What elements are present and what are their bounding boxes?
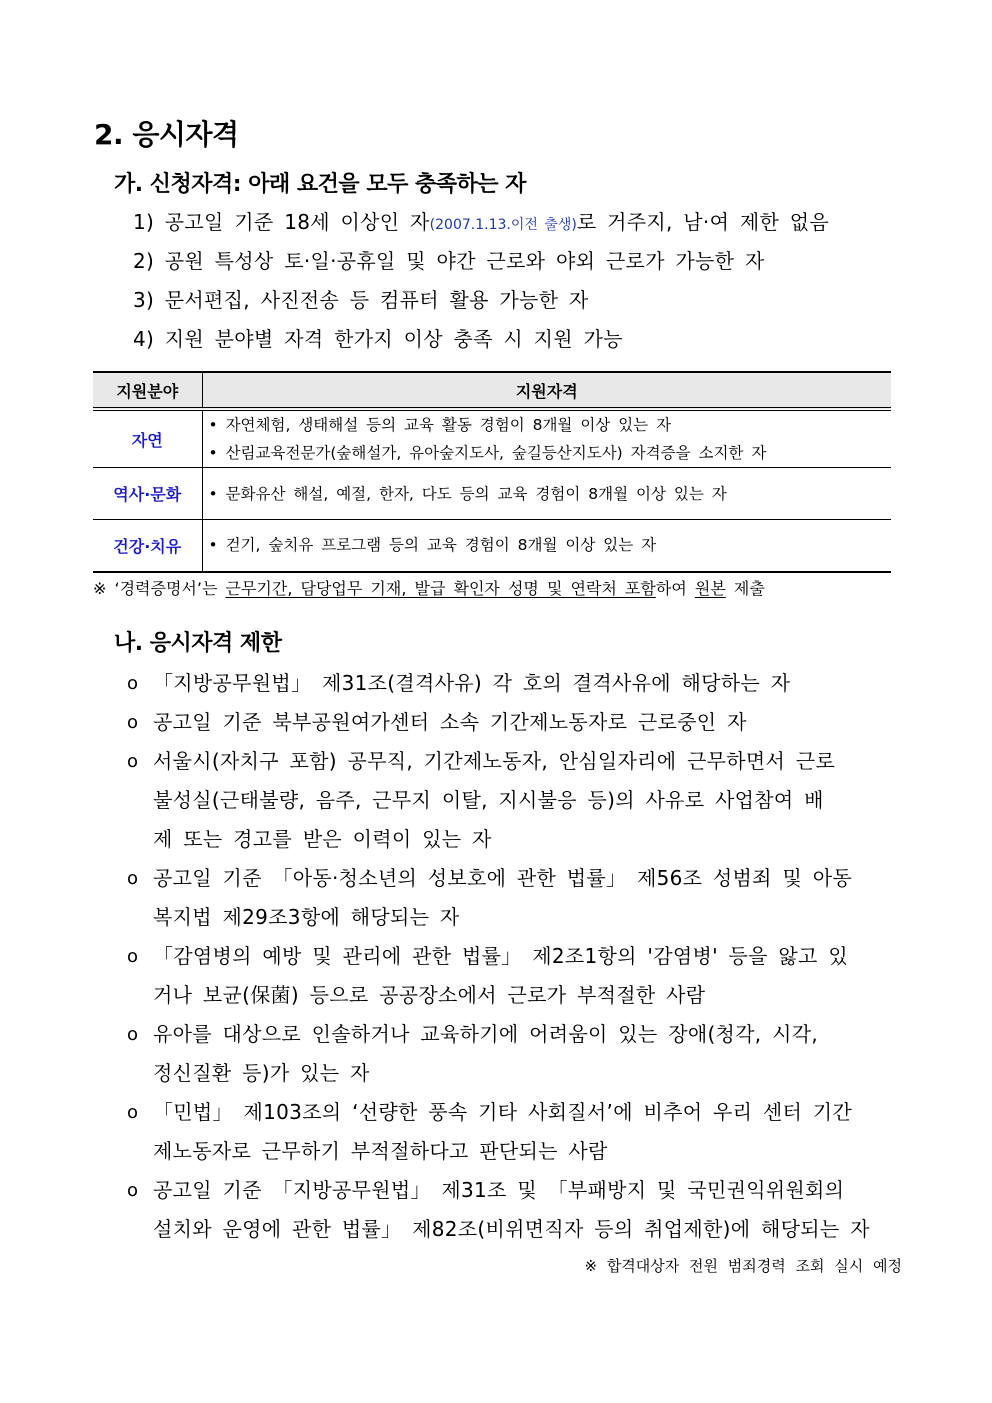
circle-bullet-icon: o [127,1024,139,1045]
qualification-table [93,371,891,573]
restriction-item [127,1171,907,1249]
restriction-line: 복지법 제29조3항에 해당되는 자 [153,905,460,929]
restriction-line: 유아를 대상으로 인솔하거나 교육하기에 어려움이 있는 장애(청각, 시각, [153,1022,818,1046]
subsection-b-title: 나. 응시자격 제한 [114,631,282,656]
restriction-line: 거나 보균(保菌) 등으로 공공장소에서 근로가 부적절한 사람 [153,983,706,1007]
header-field: 지원분야 [93,372,202,409]
circle-bullet-icon: o [127,673,139,694]
note-underlined-2: 원본 [694,579,726,598]
background-check-footnote: ※ 합격대상자 전원 범죄경력 조회 실시 예정 [584,1257,902,1275]
requirement-text: 3) 문서편집, 사진전송 등 컴퓨터 활용 가능한 자 [133,288,589,312]
circle-bullet-icon: o [127,751,139,772]
restriction-line: 제노동자로 근무하기 부적절하다고 판단되는 사람 [153,1139,608,1163]
table-row [93,520,891,572]
qualification-line: • 문화유산 해설, 예절, 한자, 다도 등의 교육 경험이 8개월 이상 있는 자 [208,484,727,503]
note-lead: ※ ‘경력증명서’는 [93,579,226,598]
restriction-line: 설치와 운영에 관한 법률」 제82조(비위면직자 등의 취업제한)에 해당되는 자 [153,1217,870,1241]
requirement-item [133,242,908,281]
qualification-line: • 걷기, 숲치유 프로그램 등의 교육 경험이 8개월 이상 있는 자 [208,536,657,555]
qualification-line: • 자연체험, 생태해설 등의 교육 활동 경험이 8개월 이상 있는 자 [208,416,672,434]
field-nature: 자연 [93,409,202,468]
circle-bullet-icon: o [127,712,139,733]
restriction-line: 공고일 기준 「지방공무원법」 제31조 및 「부패방지 및 국민권익위원회의 [153,1178,845,1202]
table-row [93,409,891,468]
circle-bullet-icon: o [127,1102,139,1123]
qualification-cell [202,468,891,520]
restriction-item [127,937,907,1015]
requirement-text: 4) 지원 분야별 자격 한가지 이상 충족 시 지원 가능 [133,327,623,351]
restriction-item [127,1015,907,1093]
requirement-item [133,203,908,242]
circle-bullet-icon: o [127,946,139,967]
requirements-list [133,203,908,359]
requirement-item [133,281,908,320]
table-note [93,576,893,599]
field-history-culture: 역사·문화 [93,468,202,520]
restriction-line: 불성실(근태불량, 음주, 근무지 이탈, 지시불응 등)의 사유로 사업참여 배 [153,788,824,812]
note-underlined-1: 근무기간, 담당업무 기재, 발급 확인자 성명 및 연락처 포함 [225,579,656,598]
restriction-item [127,859,907,937]
birthdate-note: (2007.1.13.이전 출생) [429,217,577,233]
restriction-line: 공고일 기준 북부공원여가센터 소속 기간제노동자로 근로중인 자 [153,710,747,734]
circle-bullet-icon: o [127,868,139,889]
subsection-a-title: 가. 신청자격: 아래 요건을 모두 충족하는 자 [114,172,526,197]
note-middle: 하여 [655,579,695,598]
header-qualification: 지원자격 [202,372,891,409]
restriction-line: 「지방공무원법」 제31조(결격사유) 각 호의 결격사유에 해당하는 자 [153,671,791,695]
circle-bullet-icon: o [127,1180,139,1201]
qualification-line: • 산림교육전문가(숲해설가, 유아숲지도사, 숲길등산지도사) 자격증을 소지한 자 [208,444,767,462]
restriction-item [127,1093,907,1171]
qualification-cell [202,520,891,572]
restriction-line: 공고일 기준 「아동·청소년의 성보호에 관한 법률」 제56조 성범죄 및 아동 [153,866,852,890]
restriction-line: 「민법」 제103조의 ‘선량한 풍속 기타 사회질서’에 비추어 우리 센터 기간 [153,1100,853,1124]
restriction-item [127,742,907,859]
restriction-line: 제 또는 경고를 받은 이력이 있는 자 [153,827,492,851]
restriction-line: 「감염병의 예방 및 관리에 관한 법률」 제2조1항의 '감염병' 등을 앓고 있 [153,944,848,968]
note-tail: 제출 [725,579,765,598]
restriction-line: 정신질환 등)가 있는 자 [153,1061,370,1085]
requirement-item [133,320,908,359]
table-header-row [93,372,891,409]
requirement-text: 2) 공원 특성상 토·일·공휴일 및 야간 근로와 야외 근로가 가능한 자 [133,249,765,273]
qualification-cell [202,409,891,468]
requirement-text: 1) 공고일 기준 18세 이상인 자 [133,210,430,234]
restriction-line: 서울시(자치구 포함) 공무직, 기간제노동자, 안심일자리에 근무하면서 근로 [153,749,836,773]
requirement-text-suffix: 로 거주지, 남·여 제한 없음 [576,210,829,234]
section-title: 2. 응시자격 [94,118,239,151]
table-row [93,468,891,520]
restriction-list [127,664,907,1249]
restriction-item [127,703,907,742]
field-health-healing: 건강·치유 [93,520,202,572]
restriction-item [127,664,907,703]
